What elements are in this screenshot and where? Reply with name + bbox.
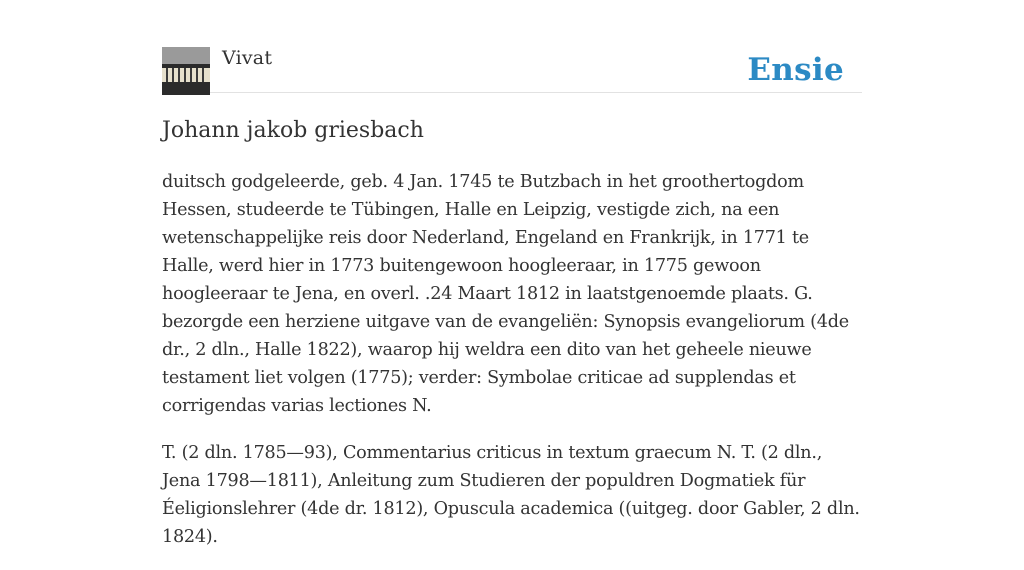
article-body [162, 168, 862, 570]
brand-logo[interactable]: Ensie [747, 52, 844, 88]
article-title: Johann jakob griesbach [162, 118, 424, 143]
source-name[interactable]: Vivat [222, 47, 273, 69]
header [162, 46, 862, 93]
avatar[interactable] [162, 47, 210, 95]
typewriter-keys-icon [162, 47, 210, 95]
article-paragraph: T. (2 dln. 1785—93), Commentarius criticus in textum graecum N. T. (2 dln., Jena 1798—1811), Anleitung zum Studieren der populdren Dogmatiek für Éeligionslehrer (4de dr. 1812), Opuscula academica ((uitgeg. door Gabler, 2 dln. 1824). [162, 443, 860, 547]
article-paragraph: duitsch godgeleerde, geb. 4 Jan. 1745 te Butzbach in het groothertogdom Hessen, studeerde te Tübingen, Halle en Leipzig, vestigde zich, na een wetenschappelijke reis door Nederland, Engeland en Frankrijk, in 1771 te Halle, werd hier in 1773 buitengewoon hoogleeraar, in 1775 gewoon hoogleeraar te Jena, en overl. .24 Maart 1812 in laatstgenoemde plaats. G. bezorgde een herziene uitgave van de evangeliën: Synopsis evangeliorum (4de dr., 2 dln., Halle 1822), waarop hij weldra een dito van het geheele nieuwe testament liet volgen (1775); verder: Symbolae criticae ad supplendas et corrigendas varias lectiones N. [162, 172, 849, 416]
